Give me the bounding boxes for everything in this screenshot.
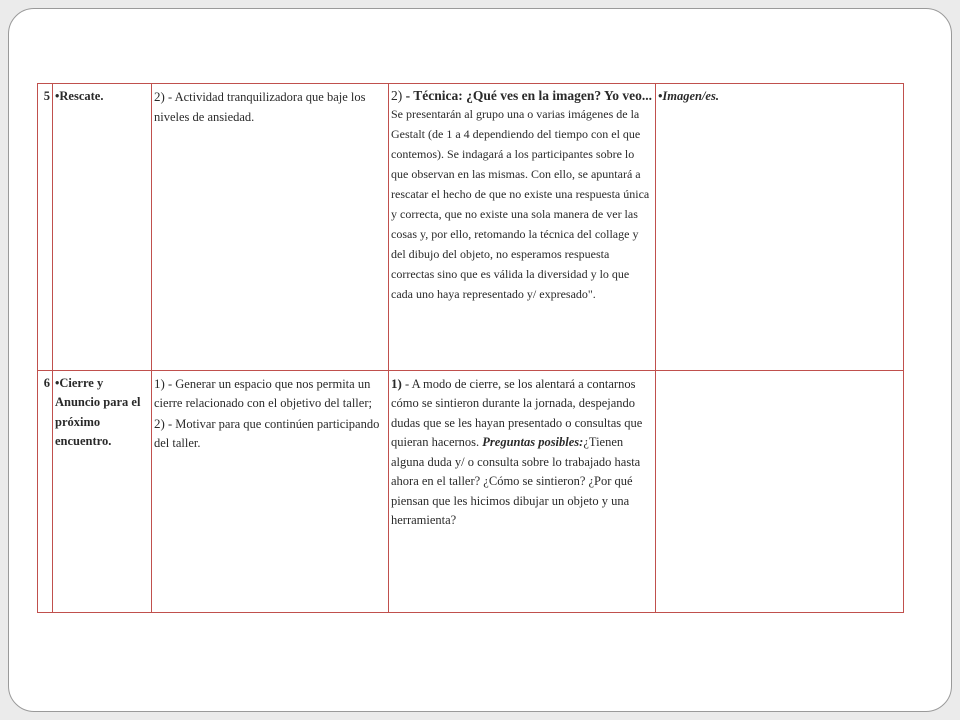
row-number: 6 (38, 370, 53, 612)
activity-text: Se presentarán al grupo una o varias imágenes de la Gestalt (de 1 a 4 dependiendo del tiempo con el que contemos). Se indagará a los participantes sobre lo que observan en las mismas. Con ello, se apuntará a rescatar el hecho de que no existe una respuesta única y correcta, que no existe una sola manera de ver las cosas y, por ello, retomando la técnica del collage y del dibujo del objeto, no esperamos respuesta correctas sino que es válida la diversidad y lo que cada uno haya representado y/ expresado". (391, 107, 650, 301)
objective-number: 2) (154, 89, 165, 104)
activity-number: 1) (391, 375, 402, 391)
table-row (38, 370, 904, 612)
row-number: 5 (38, 84, 53, 371)
objective-number: 1) (154, 375, 165, 391)
objective-text: - Motivar para que continúen participando del taller. (154, 416, 380, 451)
activity-number: 2) (391, 88, 403, 103)
workshop-plan-table (37, 83, 904, 613)
slide (8, 8, 952, 712)
row-materials: •Imagen/es. (656, 84, 904, 371)
row-materials (656, 370, 904, 612)
row-objective (152, 370, 389, 612)
objective-text: - Generar un espacio que nos permita un cierre relacionado con el objetivo del taller; (154, 376, 372, 411)
row-activity (389, 370, 656, 612)
row-activity (389, 84, 656, 371)
objective-text: - Actividad tranquilizadora que baje los niveles de ansiedad. (154, 90, 366, 124)
table-row (38, 84, 904, 371)
row-topic: •Rescate. (53, 84, 152, 371)
questions-label: Preguntas posibles: (482, 435, 584, 450)
activity-heading (391, 87, 653, 104)
row-objective (152, 84, 389, 371)
questions-text: ¿Tienen alguna duda y/ o consulta sobre lo trabajado hasta ahora en el taller? ¿Cómo se sintieron? ¿Por qué piensan que les hicimos dibujar un objeto y una herramienta? (391, 435, 641, 528)
activity-title: - Técnica: ¿Qué ves en la imagen? Yo veo... (405, 88, 652, 103)
row-topic: •Cierre y Anuncio para el próximo encuentro. (53, 370, 152, 612)
activity-text: - A modo de cierre, se los alentará a contarnos cómo se sintieron durante la jornada, despejando dudas que se les hayan presentado o consultas que quieran hacernos. (391, 376, 643, 450)
objective-number: 2) (154, 415, 165, 431)
